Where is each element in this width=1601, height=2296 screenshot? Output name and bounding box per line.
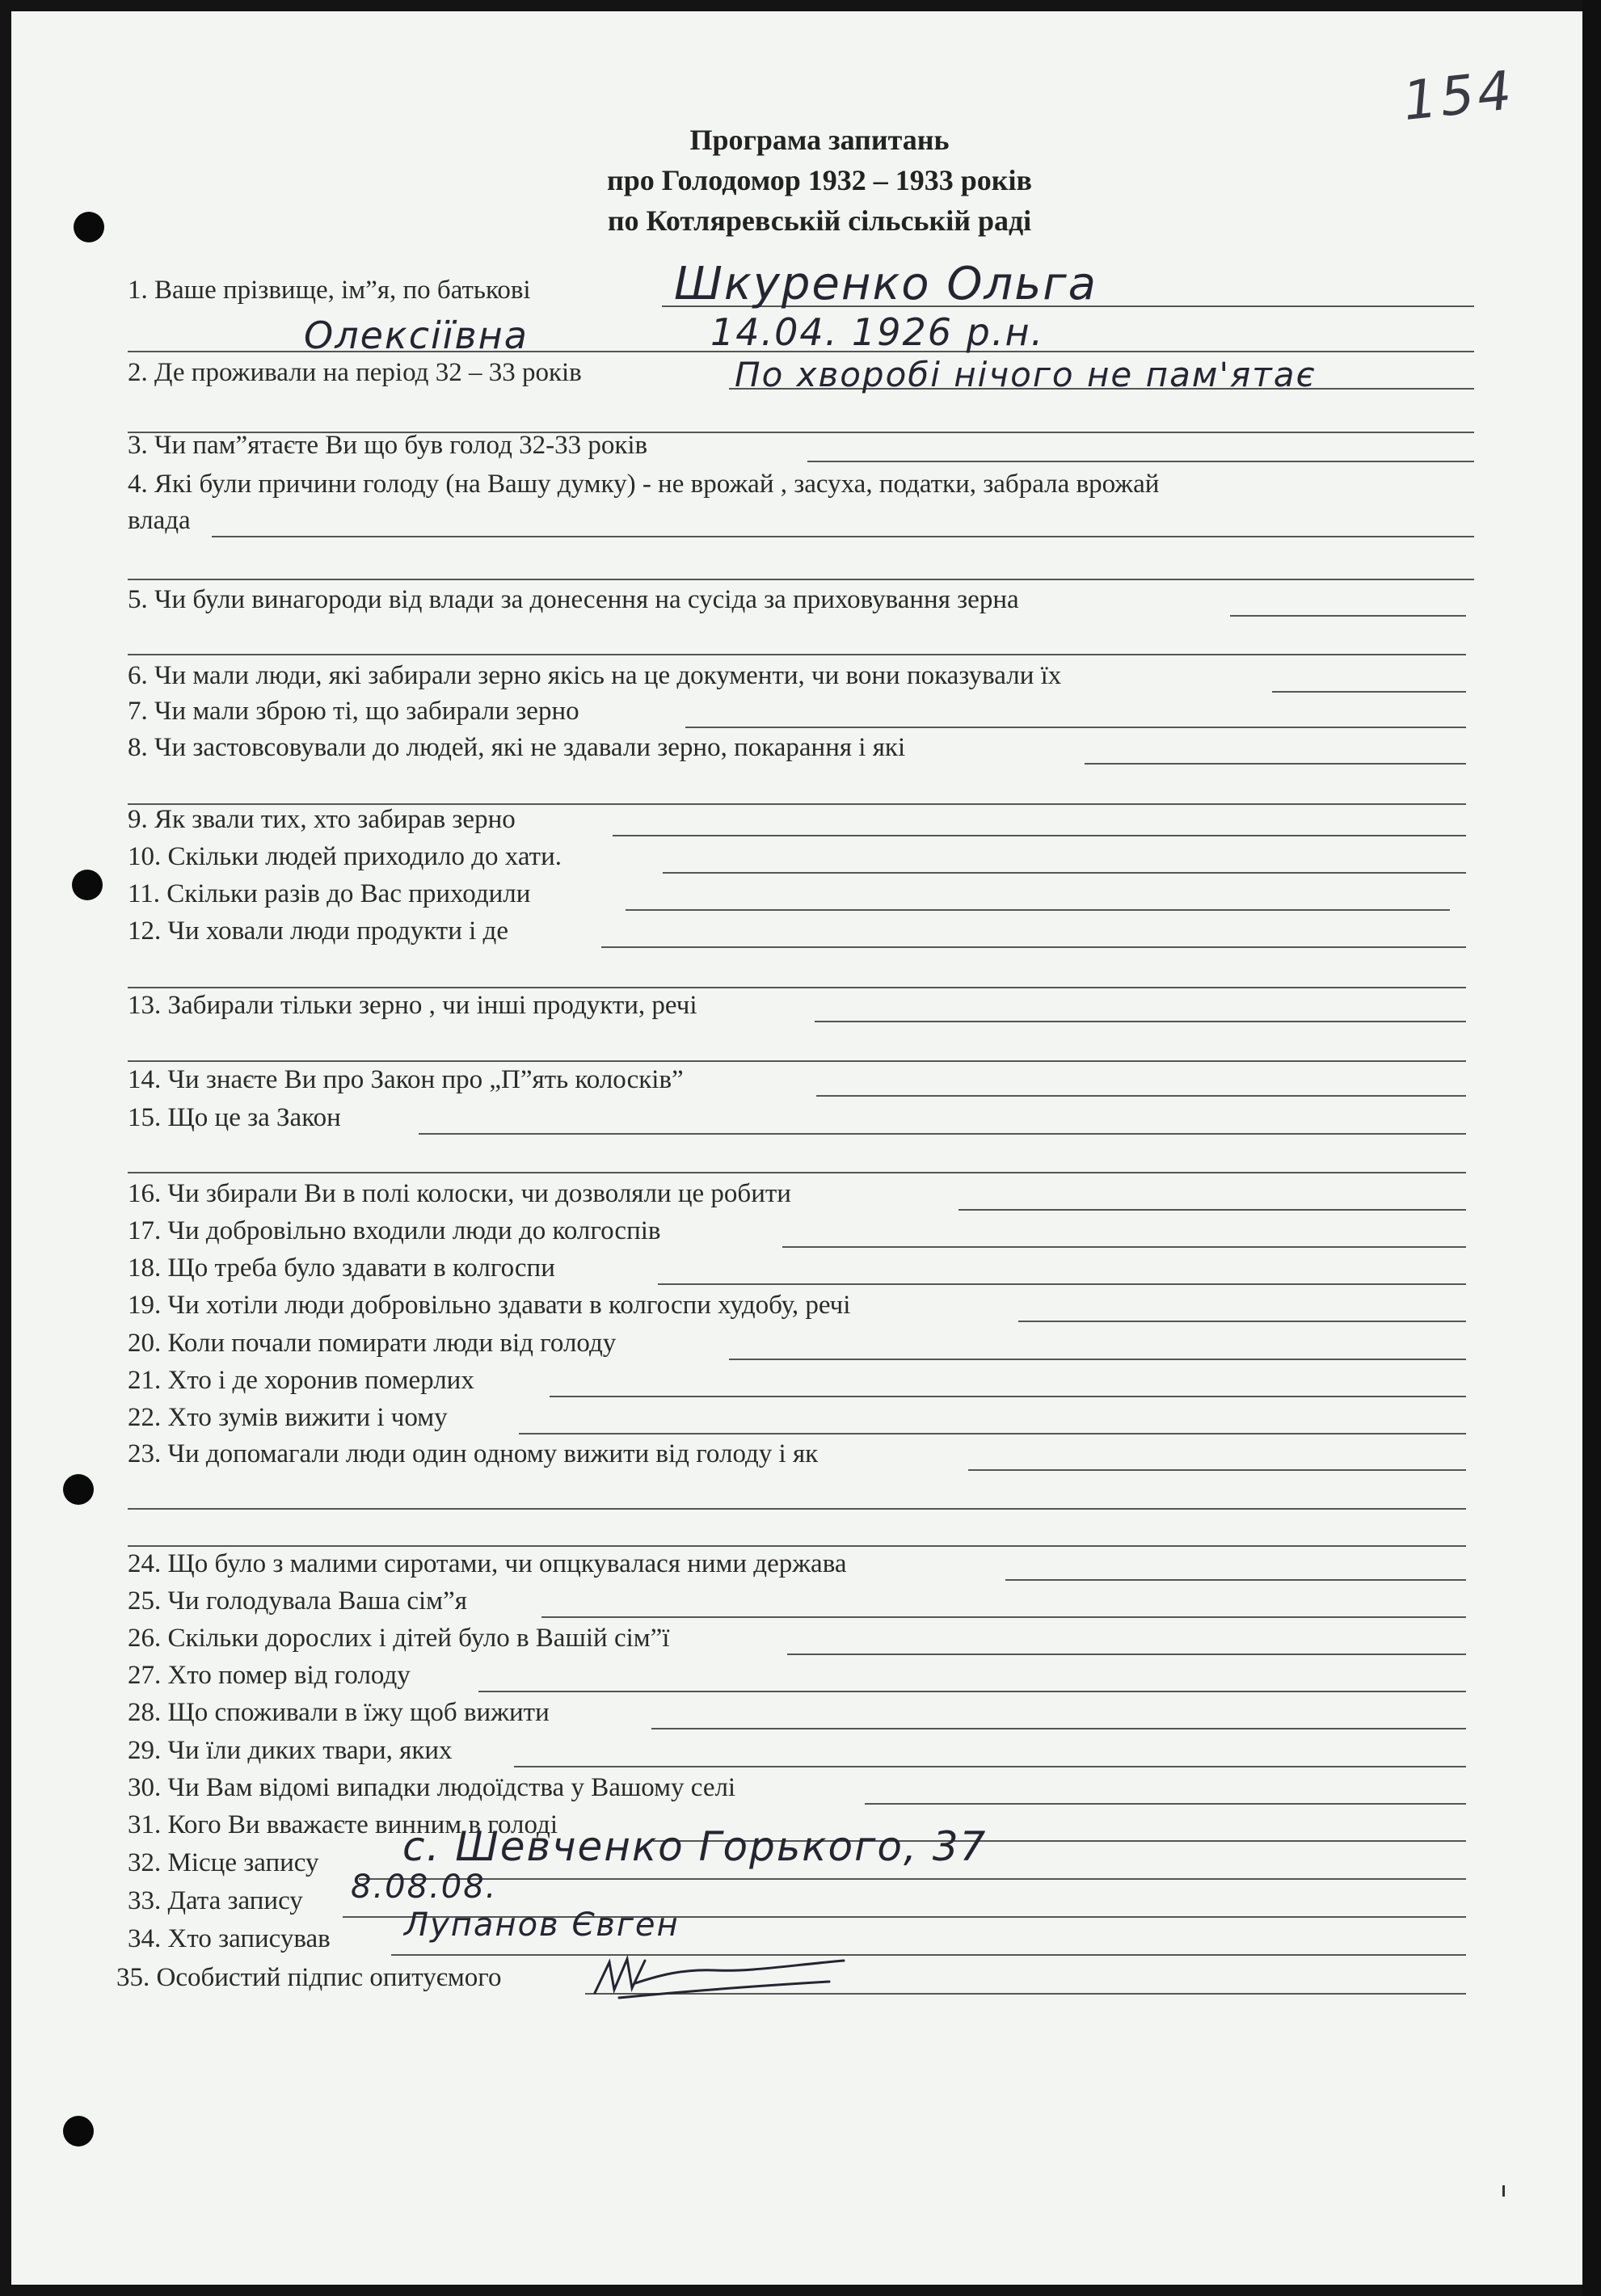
answer-line xyxy=(685,727,1466,728)
question-label: 17. Чи добровільно входили люди до колгоспів xyxy=(128,1216,661,1245)
question-25 xyxy=(11,1583,1590,1622)
answer-line xyxy=(865,1803,1466,1805)
question-label: 16. Чи збирали Ви в полі колоски, чи дозволяли це робити xyxy=(128,1179,791,1208)
title-line-1: Програма запитань xyxy=(689,124,950,156)
question-21 xyxy=(11,1363,1590,1401)
question-label: 2. Де проживали на період 32 – 33 років xyxy=(128,358,582,387)
answer-line xyxy=(514,1766,1466,1767)
question-24 xyxy=(11,1546,1590,1585)
answer-line xyxy=(1230,615,1466,617)
question-label: 29. Чи їли диких твари, яких xyxy=(128,1736,453,1765)
question-29 xyxy=(11,1733,1590,1772)
answer-line xyxy=(658,1283,1466,1285)
question-28 xyxy=(11,1695,1590,1734)
question-9 xyxy=(11,802,1590,840)
answer-line xyxy=(968,1469,1466,1471)
question-label: 19. Чи хотіли люди добровільно здавати в колгоспи худобу, речі xyxy=(128,1291,851,1320)
question-label: 10. Скільки людей приходило до хати. xyxy=(128,842,562,871)
question-label: 22. Хто зумів вижити і чому xyxy=(128,1403,448,1432)
answer-line xyxy=(128,654,1466,655)
question-26 xyxy=(11,1620,1590,1659)
question-18 xyxy=(11,1250,1590,1289)
question-label: 26. Скільки дорослих і дітей було в Вашій сім”ї xyxy=(128,1624,670,1653)
question-label: 27. Хто помер від голоду xyxy=(128,1661,411,1690)
scan-mark xyxy=(1502,2185,1505,2197)
question-22 xyxy=(11,1400,1590,1439)
answer-line xyxy=(359,1878,1466,1880)
question-label: 9. Як звали тих, хто забирав зерно xyxy=(128,805,516,834)
handwritten-residence: По хворобі нічого не пам'ятає xyxy=(735,355,1317,394)
signature xyxy=(587,1951,853,2004)
question-27 xyxy=(11,1658,1590,1696)
answer-line xyxy=(550,1396,1466,1397)
answer-line xyxy=(419,1133,1466,1135)
question-label: 35. Особистий підпис опитуємого xyxy=(116,1963,502,1992)
archive-page-number: 154 xyxy=(1400,58,1518,133)
handwritten-surname: Шкуренко Ольга xyxy=(674,258,1098,310)
handwritten-recorder: Лупанов Євген xyxy=(404,1906,680,1944)
question-14 xyxy=(11,1062,1590,1101)
punch-hole xyxy=(63,1474,94,1505)
answer-line xyxy=(128,1172,1466,1173)
question-13 xyxy=(11,988,1590,1026)
handwritten-birthdate: 14.04. 1926 р.н. xyxy=(710,310,1045,354)
answer-line xyxy=(815,1021,1466,1022)
question-label-continuation: влада xyxy=(128,506,191,535)
question-16 xyxy=(11,1176,1590,1215)
answer-line xyxy=(541,1616,1466,1618)
question-label: 21. Хто і де хоронив померлих xyxy=(128,1366,474,1395)
question-8 xyxy=(11,730,1590,769)
question-label: 33. Дата запису xyxy=(128,1886,303,1915)
question-4 xyxy=(11,466,1590,505)
answer-line xyxy=(807,461,1474,462)
question-3 xyxy=(11,428,1590,466)
question-label: 23. Чи допомагали люди один одному вижити від голоду і як xyxy=(128,1439,819,1468)
answer-line xyxy=(787,1654,1466,1655)
answer-line xyxy=(782,1246,1466,1248)
answer-line xyxy=(663,872,1466,874)
answer-line xyxy=(816,1095,1466,1097)
answer-line xyxy=(391,1954,1466,1956)
question-5 xyxy=(11,582,1590,621)
question-30 xyxy=(11,1770,1590,1809)
answer-line xyxy=(128,579,1474,580)
question-label: 34. Хто записував xyxy=(128,1924,331,1953)
answer-line xyxy=(601,946,1466,948)
punch-hole xyxy=(74,212,104,242)
question-7 xyxy=(11,693,1590,732)
question-label: 8. Чи застовсовували до людей, які не здавали зерно, покарання і які xyxy=(128,733,906,762)
handwritten-date: 8.08.08. xyxy=(351,1868,498,1906)
question-20 xyxy=(11,1325,1590,1364)
title-line-3: по Котляревській сільській раді xyxy=(607,204,1032,237)
question-label: 25. Чи голодувала Ваша сім”я xyxy=(128,1586,467,1616)
answer-line xyxy=(651,1728,1466,1729)
question-label: 13. Забирали тільки зерно , чи інші продукти, речі xyxy=(128,991,697,1020)
answer-line xyxy=(613,835,1466,836)
title-line-2: про Голодомор 1932 – 1933 років xyxy=(607,164,1032,196)
question-label: 11. Скільки разів до Вас приходили xyxy=(128,879,531,908)
answer-line xyxy=(212,536,1474,537)
question-19 xyxy=(11,1287,1590,1326)
question-label: 6. Чи мали люди, які забирали зерно якісь на це документи, чи вони показували їх xyxy=(128,661,1062,690)
question-6 xyxy=(11,658,1590,697)
punch-hole xyxy=(72,870,103,900)
question-33 xyxy=(11,1883,1590,1922)
question-label: 20. Коли почали помирати люди від голоду xyxy=(128,1329,617,1358)
question-label: 1. Ваше прізвище, ім”я, по батькові xyxy=(128,276,531,305)
question-4-continuation xyxy=(11,503,1590,541)
question-label: 30. Чи Вам відомі випадки людоїдства у Вашому селі xyxy=(128,1773,736,1802)
question-label: 3. Чи пам”ятаєте Ви що був голод 32-33 років xyxy=(128,431,648,460)
answer-line xyxy=(958,1209,1466,1211)
scan-dark-edge xyxy=(1582,0,1601,2296)
answer-line xyxy=(1085,763,1466,765)
handwritten-patronymic: Олексіївна xyxy=(304,314,529,357)
handwritten-place: с. Шевченко Горького, 37 xyxy=(402,1823,988,1870)
answer-line xyxy=(626,909,1450,911)
question-label: 28. Що споживали в їжу щоб вижити xyxy=(128,1698,550,1727)
question-label: 12. Чи ховали люди продукти і де xyxy=(128,916,508,946)
question-label: 14. Чи знаєте Ви про Закон про „П”ять колосків” xyxy=(128,1065,684,1094)
answer-line xyxy=(128,1508,1466,1510)
question-label: 5. Чи були винагороди від влади за донесення на сусіда за приховування зерна xyxy=(128,585,1019,614)
question-12 xyxy=(11,913,1590,952)
question-11 xyxy=(11,876,1590,915)
answer-line xyxy=(519,1433,1466,1434)
question-10 xyxy=(11,839,1590,878)
answer-line xyxy=(729,1359,1466,1360)
question-label: 7. Чи мали зброю ті, що забирали зерно xyxy=(128,697,579,726)
answer-line xyxy=(1018,1321,1466,1322)
answer-line xyxy=(1272,691,1466,693)
answer-line xyxy=(1005,1579,1466,1581)
question-23 xyxy=(11,1436,1590,1475)
questionnaire-sheet xyxy=(11,11,1590,2285)
question-label: 4. Які були причини голоду (на Вашу думку) - не врожай , засуха, податки, забрала врожай xyxy=(128,470,1160,499)
question-15 xyxy=(11,1100,1590,1139)
question-label: 32. Місце запису xyxy=(128,1848,319,1877)
question-label: 18. Що треба було здавати в колгоспи xyxy=(128,1253,555,1283)
punch-hole xyxy=(63,2116,94,2146)
answer-line xyxy=(478,1691,1466,1692)
question-label: 31. Кого Ви вважаєте винним в голоді xyxy=(128,1810,558,1839)
question-17 xyxy=(11,1213,1590,1252)
question-label: 24. Що було з малими сиротами, чи опцкувалася ними держава xyxy=(128,1549,847,1578)
question-label: 15. Що це за Закон xyxy=(128,1103,341,1132)
